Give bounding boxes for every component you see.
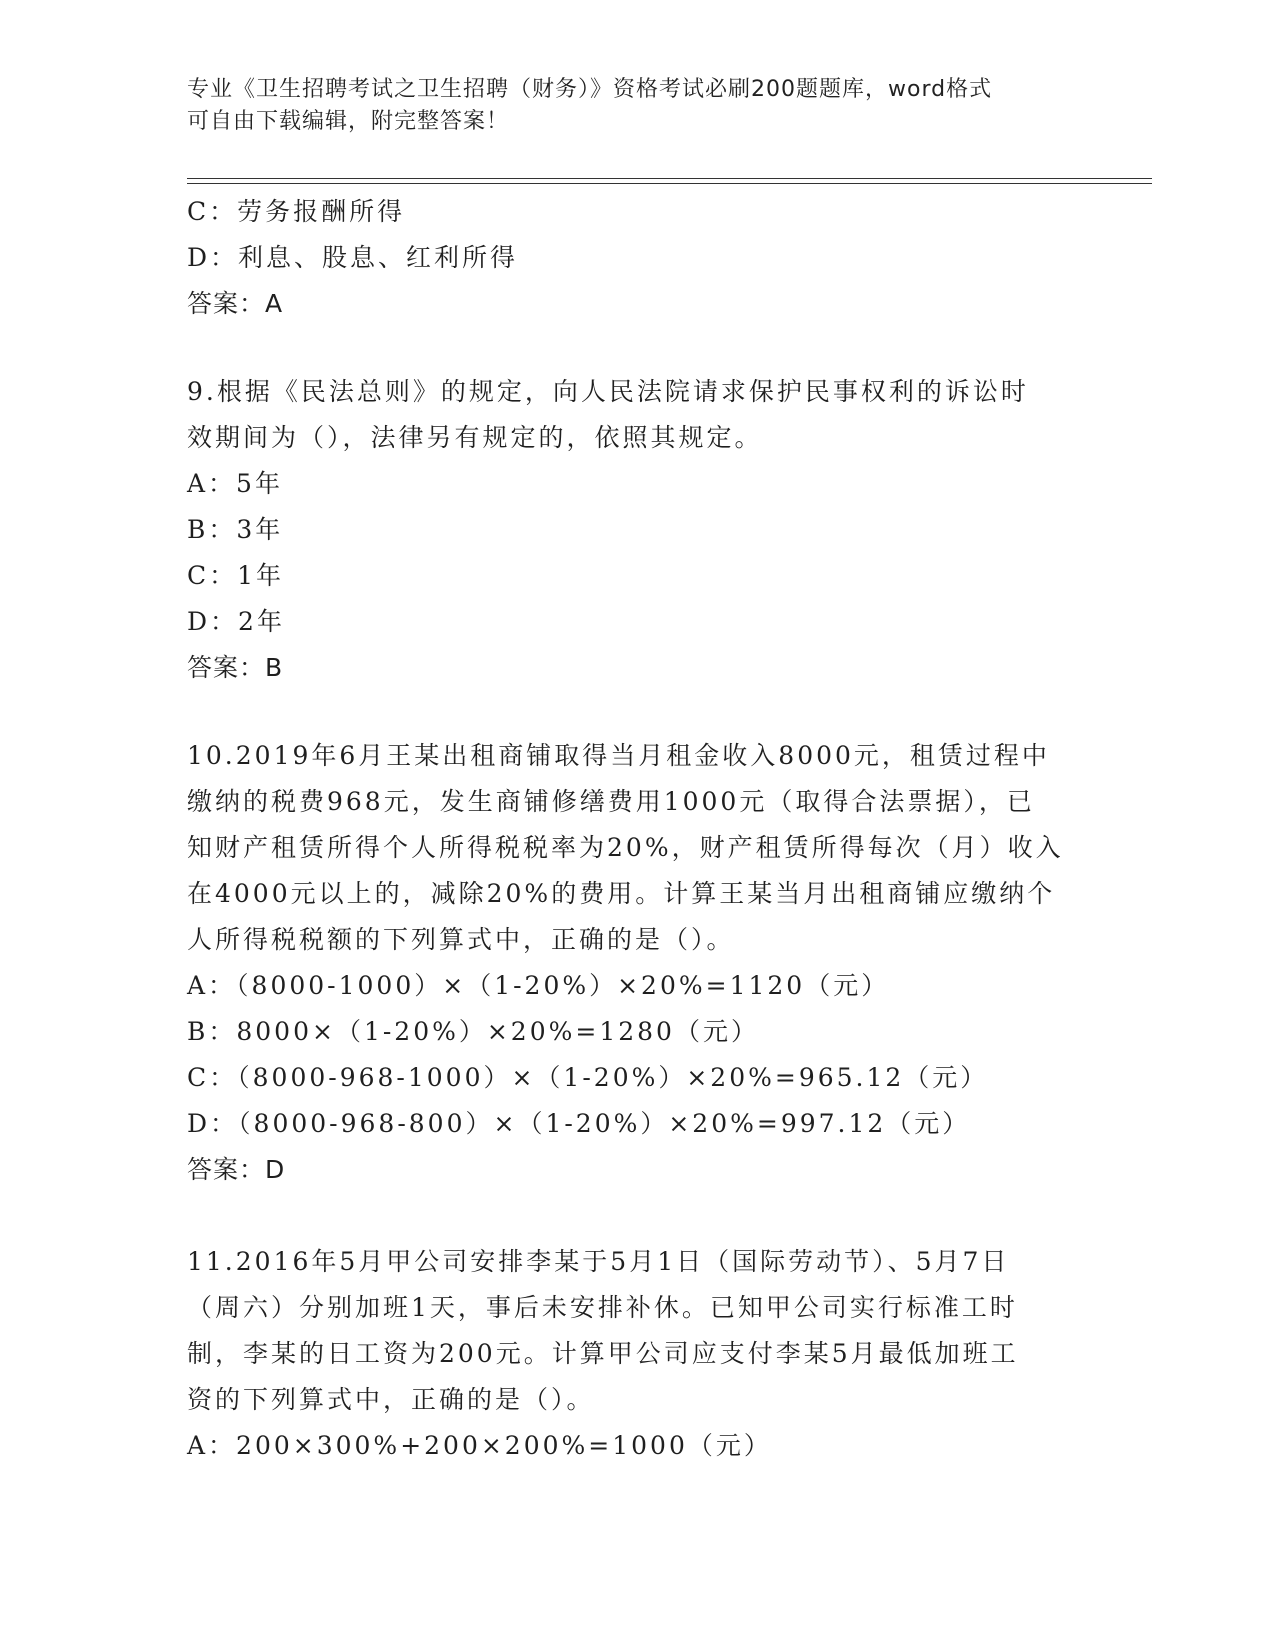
q9-option-d: D：2年 [187,607,285,636]
q10-stem-line-1: 10.2019年6月王某出租商铺取得当月租金收入8000元，租赁过程中 [187,741,1050,770]
q9-option-a: A：5年 [187,469,283,498]
q10-stem-line-5: 人所得税税额的下列算式中，正确的是（）。 [187,925,735,954]
q11-stem-line-1: 11.2016年5月甲公司安排李某于5月1日（国际劳动节）、5月7日 [187,1247,1010,1276]
header-rule-top [187,178,1152,179]
q8-option-c: C：劳务报酬所得 [187,197,406,226]
q11-option-a: A：200×300%+200×200%=1000（元） [187,1431,772,1460]
header-line-1: 专业《卫生招聘考试之卫生招聘（财务）》资格考试必刷200题题库，word格式 [187,77,993,102]
q8-answer: 答案：A [187,289,284,318]
q10-option-a: A：（8000-1000）×（1-20%）×20%=1120（元） [187,971,890,1000]
q10-stem-line-4: 在4000元以上的，减除20%的费用。计算王某当月出租商铺应缴纳个 [187,879,1056,908]
q10-stem-line-2: 缴纳的税费968元，发生商铺修缮费用1000元（取得合法票据），已 [187,787,1035,816]
q11-stem-line-4: 资的下列算式中，正确的是（）。 [187,1385,595,1414]
q10-option-c: C：（8000-968-1000）×（1-20%）×20%=965.12（元） [187,1063,989,1092]
q10-answer: 答案：D [187,1155,286,1184]
header-line-2: 可自由下载编辑，附完整答案！ [187,109,510,134]
q9-option-b: B：3年 [187,515,284,544]
q10-option-d: D：（8000-968-800）×（1-20%）×20%=997.12（元） [187,1109,971,1138]
page-header [187,74,1067,138]
q9-stem-line-2: 效期间为（），法律另有规定的，依照其规定。 [187,423,763,452]
q8-option-d: D：利息、股息、红利所得 [187,243,519,272]
header-rule-bottom [187,183,1152,184]
q9-option-c: C：1年 [187,561,285,590]
q9-stem-line-1: 9.根据《民法总则》的规定，向人民法院请求保护民事权利的诉讼时 [187,377,1029,406]
q11-stem-line-3: 制，李某的日工资为200元。计算甲公司应支付李某5月最低加班工 [187,1339,1019,1368]
q9-answer: 答案：B [187,653,284,682]
q11-stem-line-2: （周六）分别加班1天，事后未安排补休。已知甲公司实行标准工时 [187,1293,1018,1322]
question-content [187,189,1087,1469]
q10-option-b: B：8000×（1-20%）×20%=1280（元） [187,1017,759,1046]
q10-stem-line-3: 知财产租赁所得个人所得税税率为20%，财产租赁所得每次（月）收入 [187,833,1064,862]
